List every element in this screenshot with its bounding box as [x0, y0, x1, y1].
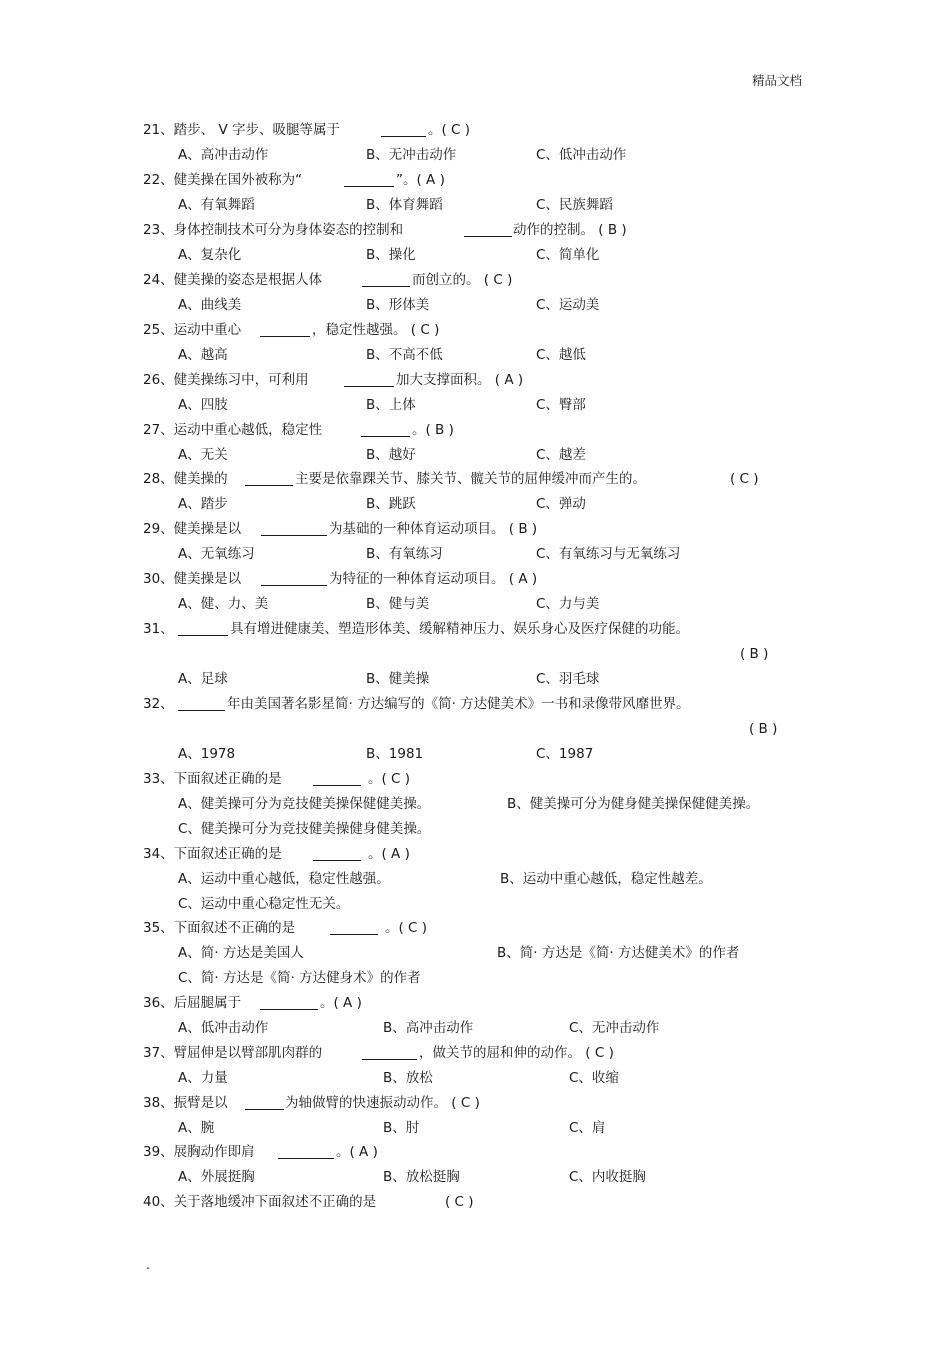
- text-line: C、力与美: [536, 596, 600, 612]
- page-header: 精品文档: [752, 73, 803, 88]
- text-line: C、1987: [536, 746, 594, 762]
- answer-blank: [260, 336, 310, 337]
- text-line: 38、振臂是以: [143, 1095, 228, 1111]
- text-line: A、力量: [178, 1070, 228, 1086]
- answer-blank: [260, 1009, 318, 1010]
- text-line: C、羽毛球: [536, 671, 600, 687]
- answer-blank: [313, 860, 361, 861]
- text-line: A、曲线美: [178, 297, 242, 313]
- text-line: C、弹动: [536, 496, 586, 512]
- text-line: 27、运动中重心越低，稳定性: [143, 422, 323, 438]
- text-line: B、健美操可分为健身健美操保健健美操。: [507, 796, 760, 812]
- text-line: C、民族舞蹈: [536, 197, 613, 213]
- text-line: 动作的控制。 ( B ): [513, 222, 627, 238]
- text-line: B、健美操: [366, 671, 430, 687]
- text-line: B、形体美: [366, 297, 430, 313]
- text-line: C、健美操可分为竞技健美操健身健美操。: [178, 821, 431, 837]
- text-line: A、四肢: [178, 397, 228, 413]
- text-line: 为基础的一种体育运动项目。 ( B ): [329, 521, 538, 537]
- text-line: ，稳定性越强。 ( C ): [312, 322, 440, 338]
- text-line: C、运动美: [536, 297, 600, 313]
- answer-blank: [178, 710, 225, 711]
- text-line: C、越低: [536, 347, 586, 363]
- text-line: ”。( A ): [396, 172, 445, 188]
- text-line: B、健与美: [366, 596, 430, 612]
- text-line: C、越差: [536, 447, 586, 463]
- text-line: C、有氧练习与无氧练习: [536, 546, 681, 562]
- text-line: 39、展胸动作即肩: [143, 1144, 255, 1160]
- text-line: 36、后屈腿属于: [143, 995, 242, 1011]
- text-line: B、放松挺胸: [383, 1169, 460, 1185]
- text-line: 为特征的一种体育运动项目。 ( A ): [329, 571, 538, 587]
- text-line: 。( B ): [412, 422, 454, 438]
- text-line: 23、身体控制技术可分为身体姿态的控制和: [143, 222, 404, 238]
- text-line: B、不高不低: [366, 347, 443, 363]
- text-line: 加大支撑面积。 ( A ): [396, 372, 524, 388]
- text-line: A、健、力、美: [178, 596, 269, 612]
- text-line: 24、健美操的姿态是根据人体: [143, 272, 323, 288]
- text-line: A、高冲击动作: [178, 147, 269, 163]
- text-line: ，做关节的屈和伸的动作。 ( C ): [419, 1045, 614, 1061]
- text-line: 。( C ): [368, 771, 411, 787]
- text-line: B、操化: [366, 247, 416, 263]
- answer-blank: [330, 934, 378, 935]
- text-line: A、腕: [178, 1120, 215, 1136]
- text-line: A、外展挺胸: [178, 1169, 255, 1185]
- text-line: 为轴做臂的快速振动动作。 ( C ): [285, 1095, 480, 1111]
- text-line: A、越高: [178, 347, 228, 363]
- answer-blank: [361, 436, 410, 437]
- text-line: 31、: [143, 621, 174, 637]
- text-line: 而创立的。 ( C ): [412, 272, 513, 288]
- text-line: 32、: [143, 696, 174, 712]
- text-line: C、运动中重心稳定性无关。: [178, 896, 350, 912]
- answer-blank: [245, 1109, 284, 1110]
- answer-blank: [178, 635, 228, 636]
- answer-blank: [261, 585, 327, 586]
- text-line: B、体育舞蹈: [366, 197, 443, 213]
- text-line: 34、下面叙述正确的是: [143, 846, 282, 862]
- text-line: 22、健美操在国外被称为“: [143, 172, 303, 188]
- text-line: B、简· 方达是《简· 方达健美术》的作者: [497, 945, 740, 961]
- answer-blank: [245, 485, 293, 486]
- text-line: B、放松: [383, 1070, 433, 1086]
- text-line: 25、运动中重心: [143, 322, 242, 338]
- text-line: 。( C ): [428, 122, 471, 138]
- text-line: C、低冲击动作: [536, 147, 627, 163]
- text-line: A、无关: [178, 447, 228, 463]
- text-line: A、无氧练习: [178, 546, 255, 562]
- text-line: A、有氧舞蹈: [178, 197, 255, 213]
- text-line: A、足球: [178, 671, 228, 687]
- text-line: C、内收挺胸: [569, 1169, 646, 1185]
- text-line: 40、关于落地缓冲下面叙述不正确的是: [143, 1194, 377, 1210]
- text-line: 37、臂屈伸是以臂部肌肉群的: [143, 1045, 323, 1061]
- text-line: 。( A ): [336, 1144, 378, 1160]
- text-line: 。( A ): [320, 995, 362, 1011]
- answer-blank: [362, 286, 410, 287]
- text-line: 30、健美操是以: [143, 571, 242, 587]
- text-line: A、健美操可分为竞技健美操保健健美操。: [178, 796, 431, 812]
- text-line: 35、下面叙述不正确的是: [143, 920, 296, 936]
- text-line: ( C ): [445, 1194, 474, 1210]
- text-line: 年由美国著名影星简· 方达编写的《简· 方达健美术》一书和录像带风靡世界。: [227, 696, 690, 712]
- text-line: ( C ): [730, 471, 759, 487]
- text-line: B、无冲击动作: [366, 147, 457, 163]
- text-line: 33、下面叙述正确的是: [143, 771, 282, 787]
- text-line: C、肩: [569, 1120, 606, 1136]
- text-line: A、简· 方达是美国人: [178, 945, 304, 961]
- answer-blank: [362, 1059, 417, 1060]
- text-line: B、上体: [366, 397, 416, 413]
- text-line: 。( C ): [385, 920, 428, 936]
- answer-blank: [313, 785, 361, 786]
- text-line: B、运动中重心越低，稳定性越差。: [500, 871, 712, 887]
- answer-blank: [261, 535, 327, 536]
- text-line: 29、健美操是以: [143, 521, 242, 537]
- text-line: B、越好: [366, 447, 416, 463]
- text-line: B、有氧练习: [366, 546, 443, 562]
- text-line: A、运动中重心越低，稳定性越强。: [178, 871, 390, 887]
- text-line: B、高冲击动作: [383, 1020, 474, 1036]
- text-line: B、1981: [366, 746, 424, 762]
- text-line: C、无冲击动作: [569, 1020, 660, 1036]
- text-line: 26、健美操练习中，可利用: [143, 372, 309, 388]
- footer-mark: .: [146, 1258, 150, 1272]
- text-line: C、臀部: [536, 397, 586, 413]
- text-line: 28、健美操的: [143, 471, 228, 487]
- text-line: ( B ): [749, 721, 778, 737]
- text-line: C、收缩: [569, 1070, 619, 1086]
- text-line: B、肘: [383, 1120, 420, 1136]
- text-line: C、简· 方达是《简· 方达健身术》的作者: [178, 970, 421, 986]
- answer-blank: [464, 236, 512, 237]
- answer-blank: [344, 386, 394, 387]
- text-line: A、低冲击动作: [178, 1020, 269, 1036]
- text-line: 。( A ): [368, 846, 410, 862]
- answer-blank: [278, 1158, 334, 1159]
- text-line: ( B ): [740, 646, 769, 662]
- text-line: 具有增进健康美、塑造形体美、缓解精神压力、娱乐身心及医疗保健的功能。: [230, 621, 689, 637]
- text-line: B、跳跃: [366, 496, 416, 512]
- text-line: A、1978: [178, 746, 236, 762]
- answer-blank: [344, 186, 394, 187]
- answer-blank: [381, 136, 426, 137]
- text-line: 主要是依靠踝关节、膝关节、髋关节的屈伸缓冲而产生的。: [295, 471, 646, 487]
- text-line: A、复杂化: [178, 247, 242, 263]
- text-line: 21、踏步、 V 字步、吸腿等属于: [143, 122, 340, 138]
- text-line: C、简单化: [536, 247, 600, 263]
- text-line: A、踏步: [178, 496, 228, 512]
